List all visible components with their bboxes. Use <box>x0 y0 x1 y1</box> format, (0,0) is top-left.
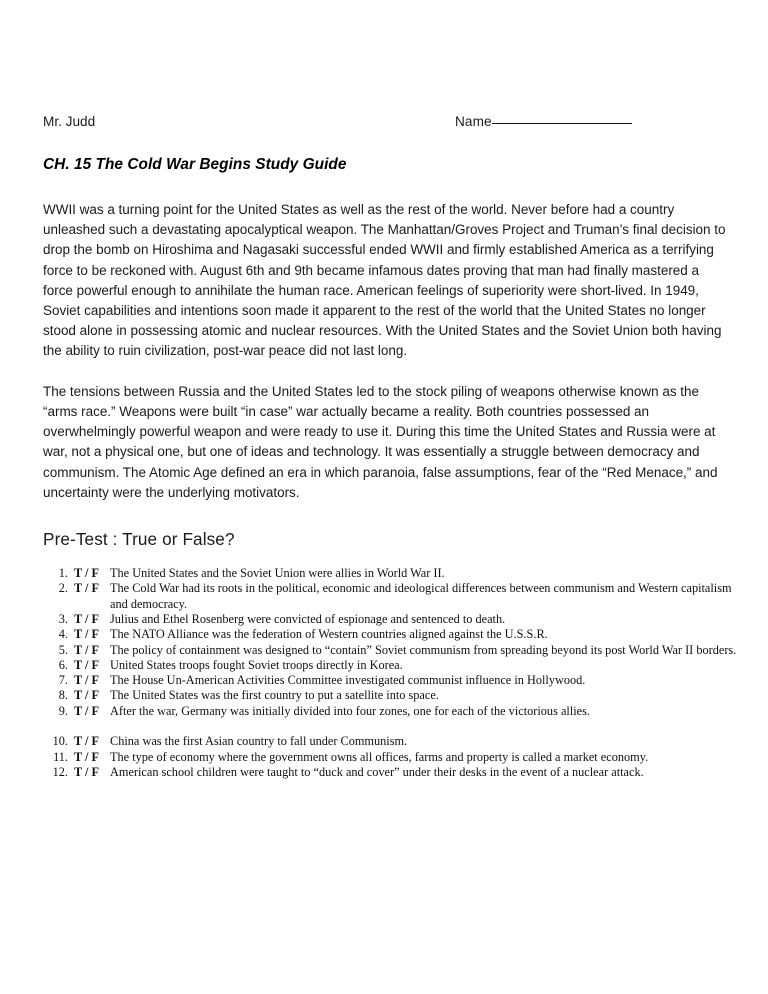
question-text: American school children were taught to “duck and cover” under their desks in the event of a nuclear attack. <box>110 764 644 779</box>
student-name-field <box>455 113 632 131</box>
question-number: 12. <box>52 764 68 779</box>
name-label: Name <box>455 114 492 129</box>
true-false-choice[interactable]: T / F <box>74 688 100 703</box>
true-false-choice[interactable]: T / F <box>74 749 100 764</box>
page-title: CH. 15 The Cold War Begins Study Guide <box>43 156 347 173</box>
list-item <box>43 566 743 581</box>
question-text: The NATO Alliance was the federation of Western countries aligned against the U.S.S.R. <box>110 627 548 642</box>
true-false-choice[interactable]: T / F <box>74 734 100 749</box>
intro-paragraph-1: WWII was a turning point for the United States as well as the rest of the world. Never before had a country unleashed such a devastating apocalyptical weapon. The Manhattan/Groves Project and Truman’s final decision to drop the bomb on Hiroshima and Nagasaki successful ended WWII and firmly established America as a terrifying force to be reckoned with. August 6th and 9th became infamous dates proving that man had finally mastered a force powerful enough to annihilate the human race. American feelings of superiority were short-lived. In 1949, Soviet capabilities and intentions soon made it apparent to the rest of the world that the United States no longer stood alone in possessing atomic and nuclear resources. With the United States and the Soviet Union both having the ability to ruin civilization, post-war peace did not last long. <box>43 202 726 359</box>
true-false-choice[interactable]: T / F <box>74 581 100 596</box>
list-item <box>43 612 743 627</box>
list-item <box>43 704 743 719</box>
list-item <box>43 734 743 749</box>
true-false-choice[interactable]: T / F <box>74 657 100 672</box>
list-item <box>43 658 743 673</box>
list-item <box>43 673 743 688</box>
list-item <box>43 750 743 765</box>
list-item <box>43 688 743 703</box>
question-text: China was the first Asian country to fall under Communism. <box>110 734 408 749</box>
true-false-choice[interactable]: T / F <box>74 566 100 581</box>
question-number: 9. <box>58 703 68 718</box>
question-text: The policy of containment was designed to “contain” Soviet communism from spreading beyond its post World War II borders. <box>110 642 737 657</box>
pretest-question-list <box>43 566 743 780</box>
question-number: 2. <box>58 581 68 596</box>
true-false-choice[interactable]: T / F <box>74 764 100 779</box>
question-text: The United States was the first country to put a satellite into space. <box>110 688 439 703</box>
question-text: The Cold War had its roots in the political, economic and ideological differences between communism and Western capitalism and democracy. <box>110 581 732 611</box>
true-false-choice[interactable]: T / F <box>74 703 100 718</box>
question-number: 6. <box>58 657 68 672</box>
question-number: 1. <box>58 566 68 581</box>
true-false-choice[interactable]: T / F <box>74 673 100 688</box>
teacher-name: Mr. Judd <box>43 114 96 129</box>
question-number: 8. <box>58 688 68 703</box>
question-number: 10. <box>52 734 68 749</box>
true-false-choice[interactable]: T / F <box>74 642 100 657</box>
question-text: The type of economy where the government owns all offices, farms and property is called a market economy. <box>110 749 649 764</box>
question-number: 5. <box>58 642 68 657</box>
list-item <box>43 643 743 658</box>
name-blank-line[interactable] <box>492 123 632 124</box>
question-text: The United States and the Soviet Union were allies in World War II. <box>110 566 445 581</box>
question-text: Julius and Ethel Rosenberg were convicted of espionage and sentenced to death. <box>110 611 506 626</box>
question-number: 3. <box>58 611 68 626</box>
true-false-choice[interactable]: T / F <box>74 627 100 642</box>
question-text: The House Un-American Activities Committee investigated communist influence in Hollywood. <box>110 673 586 688</box>
true-false-choice[interactable]: T / F <box>74 611 100 626</box>
pretest-heading: Pre-Test : True or False? <box>43 529 235 550</box>
question-number: 4. <box>58 627 68 642</box>
list-item <box>43 581 743 612</box>
question-number: 7. <box>58 673 68 688</box>
question-number: 11. <box>53 749 68 764</box>
document-header <box>43 113 727 135</box>
intro-paragraph-2: The tensions between Russia and the United States led to the stock piling of weapons otherwise known as the “arms race.” Weapons were built “in case” war actually became a reality. Both countries possessed an overwhelmingly powerful weapon and were ready to use it. During this time the United States and Russia were at war, not a physical one, but one of ideas and technology. It was essentially a struggle between democracy and communism. The Atomic Age defined an era in which paranoia, false assumptions, fear of the “Red Menace,” and uncertainty were the underlying motivators. <box>43 383 718 500</box>
question-text: United States troops fought Soviet troops directly in Korea. <box>110 657 403 672</box>
list-item <box>43 627 743 642</box>
question-text: After the war, Germany was initially divided into four zones, one for each of the victorious allies. <box>110 703 590 718</box>
list-item <box>43 765 743 780</box>
